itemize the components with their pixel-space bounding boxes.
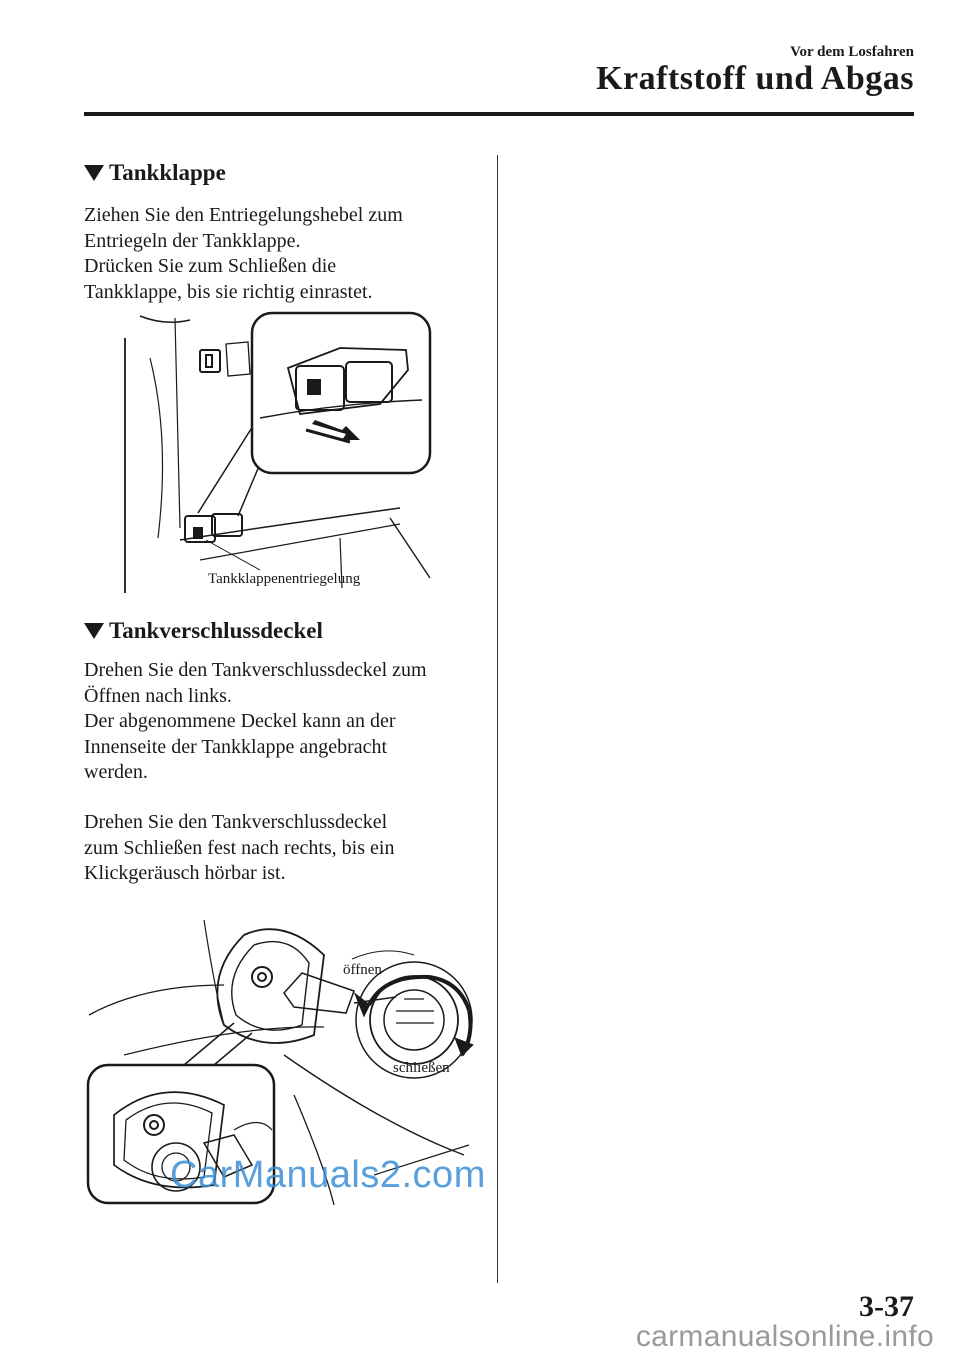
text-line: Ziehen Sie den Entriegelungshebel zum [84,204,403,226]
paragraph-tankklappe [84,203,484,305]
text-line: Innenseite der Tankklappe angebracht [84,735,388,758]
fuel-lid-release-illustration [110,308,440,598]
section-heading-tankverschlussdeckel [84,618,323,644]
release-lever-label: Tankklappenentriegelung [208,571,361,587]
text-line: Tankklappe, bis sie richtig einrastet. [84,280,373,303]
header-rule [84,112,914,116]
paragraph-open-cap [84,658,484,786]
section-heading-text: Tankverschlussdeckel [109,618,323,643]
section-heading-text: Tankklappe [109,160,226,185]
column-divider [497,155,498,1283]
text-line: Klickgeräusch hörbar ist. [84,862,286,884]
page-number: 3-37 [859,1290,914,1323]
text-line: Drehen Sie den Tankverschlussdeckel [84,811,388,833]
section-heading-tankklappe [84,160,226,186]
triangle-bullet-icon [84,623,104,639]
paragraph-close-cap [84,810,484,887]
text-line: Der abgenommene Deckel kann an der [84,710,396,732]
text-line: Öffnen nach links. [84,684,232,707]
text-line: zum Schließen fest nach rechts, bis ein [84,836,395,859]
text-line: Drücken Sie zum Schließen die [84,255,337,277]
page-title: Kraftstoff und Abgas [596,60,914,97]
open-direction-label: öffnen [343,962,382,978]
triangle-bullet-icon [84,165,104,181]
text-line: Drehen Sie den Tankverschlussdeckel zum [84,659,427,681]
chapter-label: Vor dem Losfahren [790,44,914,60]
watermark-logo: CarManuals2.com [170,1154,486,1196]
footer-watermark: carmanualsonline.info [635,1320,934,1353]
close-direction-label: schließen [393,1060,450,1076]
text-line: werden. [84,761,148,783]
text-line: Entriegeln der Tankklappe. [84,229,301,252]
